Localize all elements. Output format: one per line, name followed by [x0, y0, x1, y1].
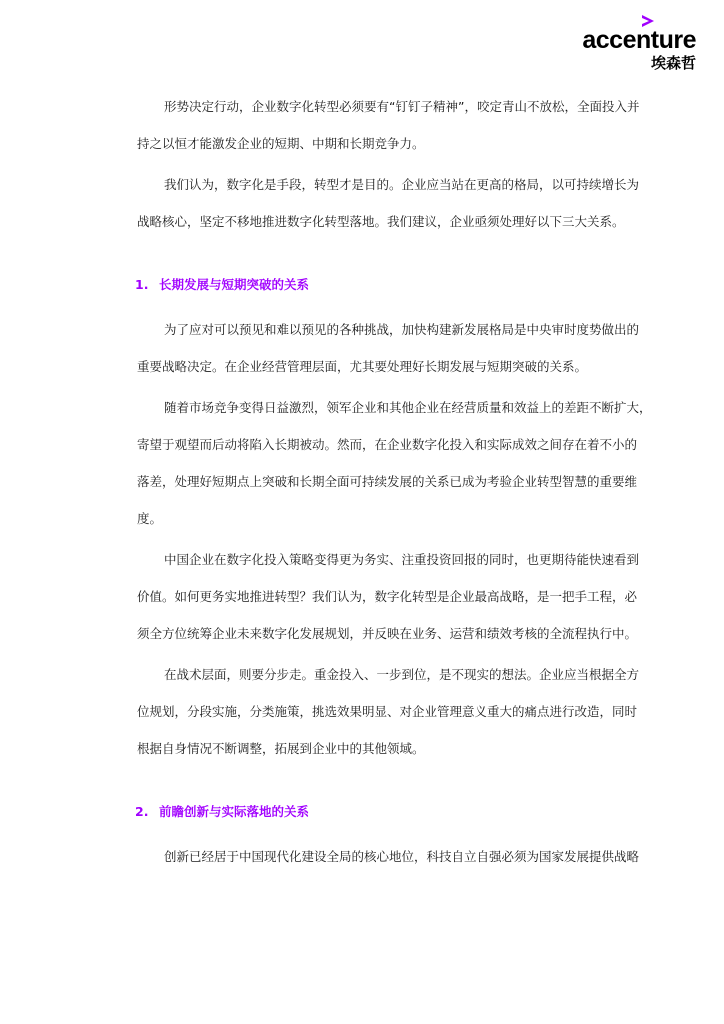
- text-line: 形势决定行动，企业数字化转型必须要有“钉钉子精神”，咬定青山不放松，全面投入并: [164, 99, 640, 114]
- text-line: 持之以恒才能激发企业的短期、中期和长期竞争力。: [137, 136, 425, 151]
- section-number: 2.: [135, 804, 149, 819]
- text-line: 创新已经居于中国现代化建设全局的核心地位，科技自立自强必须为国家发展提供战略: [164, 849, 640, 864]
- text-line: 为了应对可以预见和难以预见的各种挑战，加快构建新发展格局是中央审时度势做出的: [164, 322, 640, 337]
- brand-name: accenture: [582, 26, 696, 54]
- text-line: 在战术层面，则要分步走。重金投入、一步到位，是不现实的想法。企业应当根据全方: [164, 667, 640, 682]
- text-line: 随着市场竞争变得日益激烈，领军企业和其他企业在经营质量和效益上的差距不断扩大，: [164, 400, 652, 415]
- text-line: 寄望于观望而后动将陷入长期被动。然而，在企业数字化投入和实际成效之间存在着不小的: [137, 437, 638, 452]
- text-line: 落差，处理好短期点上突破和长期全面可持续发展的关系已成为考验企业转型智慧的重要维: [137, 474, 638, 489]
- section-1-paragraph-3: [110, 541, 640, 652]
- brand-cn-name: 埃森哲: [650, 54, 696, 72]
- section-1-paragraph-4: [110, 656, 640, 767]
- section-1-heading: [110, 266, 620, 303]
- section-2-heading: [110, 793, 620, 830]
- text-line: 重要战略决定。在企业经营管理层面，尤其要处理好长期发展与短期突破的关系。: [137, 359, 588, 374]
- text-line: 中国企业在数字化投入策略变得更为务实、注重投资回报的同时，也更期待能快速看到: [164, 552, 640, 567]
- accenture-logo: [566, 14, 696, 74]
- section-title: 长期发展与短期突破的关系: [159, 277, 310, 292]
- document-body: [110, 88, 652, 875]
- section-1-paragraph-2: [110, 389, 652, 537]
- text-line: 度。: [137, 511, 163, 526]
- text-line: 位规划，分段实施，分类施策，挑选效果明显、对企业管理意义重大的痛点进行改造，同时: [137, 704, 638, 719]
- text-line: 战略核心，坚定不移地推进数字化转型落地。我们建议，企业亟须处理好以下三大关系。: [137, 214, 625, 229]
- text-line: 我们认为，数字化是手段，转型才是目的。企业应当站在更高的格局，以可持续增长为: [164, 177, 640, 192]
- text-line: 须全方位统筹企业未来数字化发展规划，并反映在业务、运营和绩效考核的全流程执行中。: [137, 626, 638, 641]
- section-2-paragraph-1: [110, 838, 640, 875]
- text-line: 价值。如何更务实地推进转型？我们认为，数字化转型是企业最高战略，是一把手工程，必: [137, 589, 638, 604]
- section-number: 1.: [135, 277, 149, 292]
- intro-paragraph-1: [110, 88, 640, 162]
- intro-paragraph-2: [110, 166, 640, 240]
- section-title: 前瞻创新与实际落地的关系: [159, 804, 310, 819]
- text-line: 根据自身情况不断调整，拓展到企业中的其他领域。: [137, 741, 425, 756]
- section-1-paragraph-1: [110, 311, 640, 385]
